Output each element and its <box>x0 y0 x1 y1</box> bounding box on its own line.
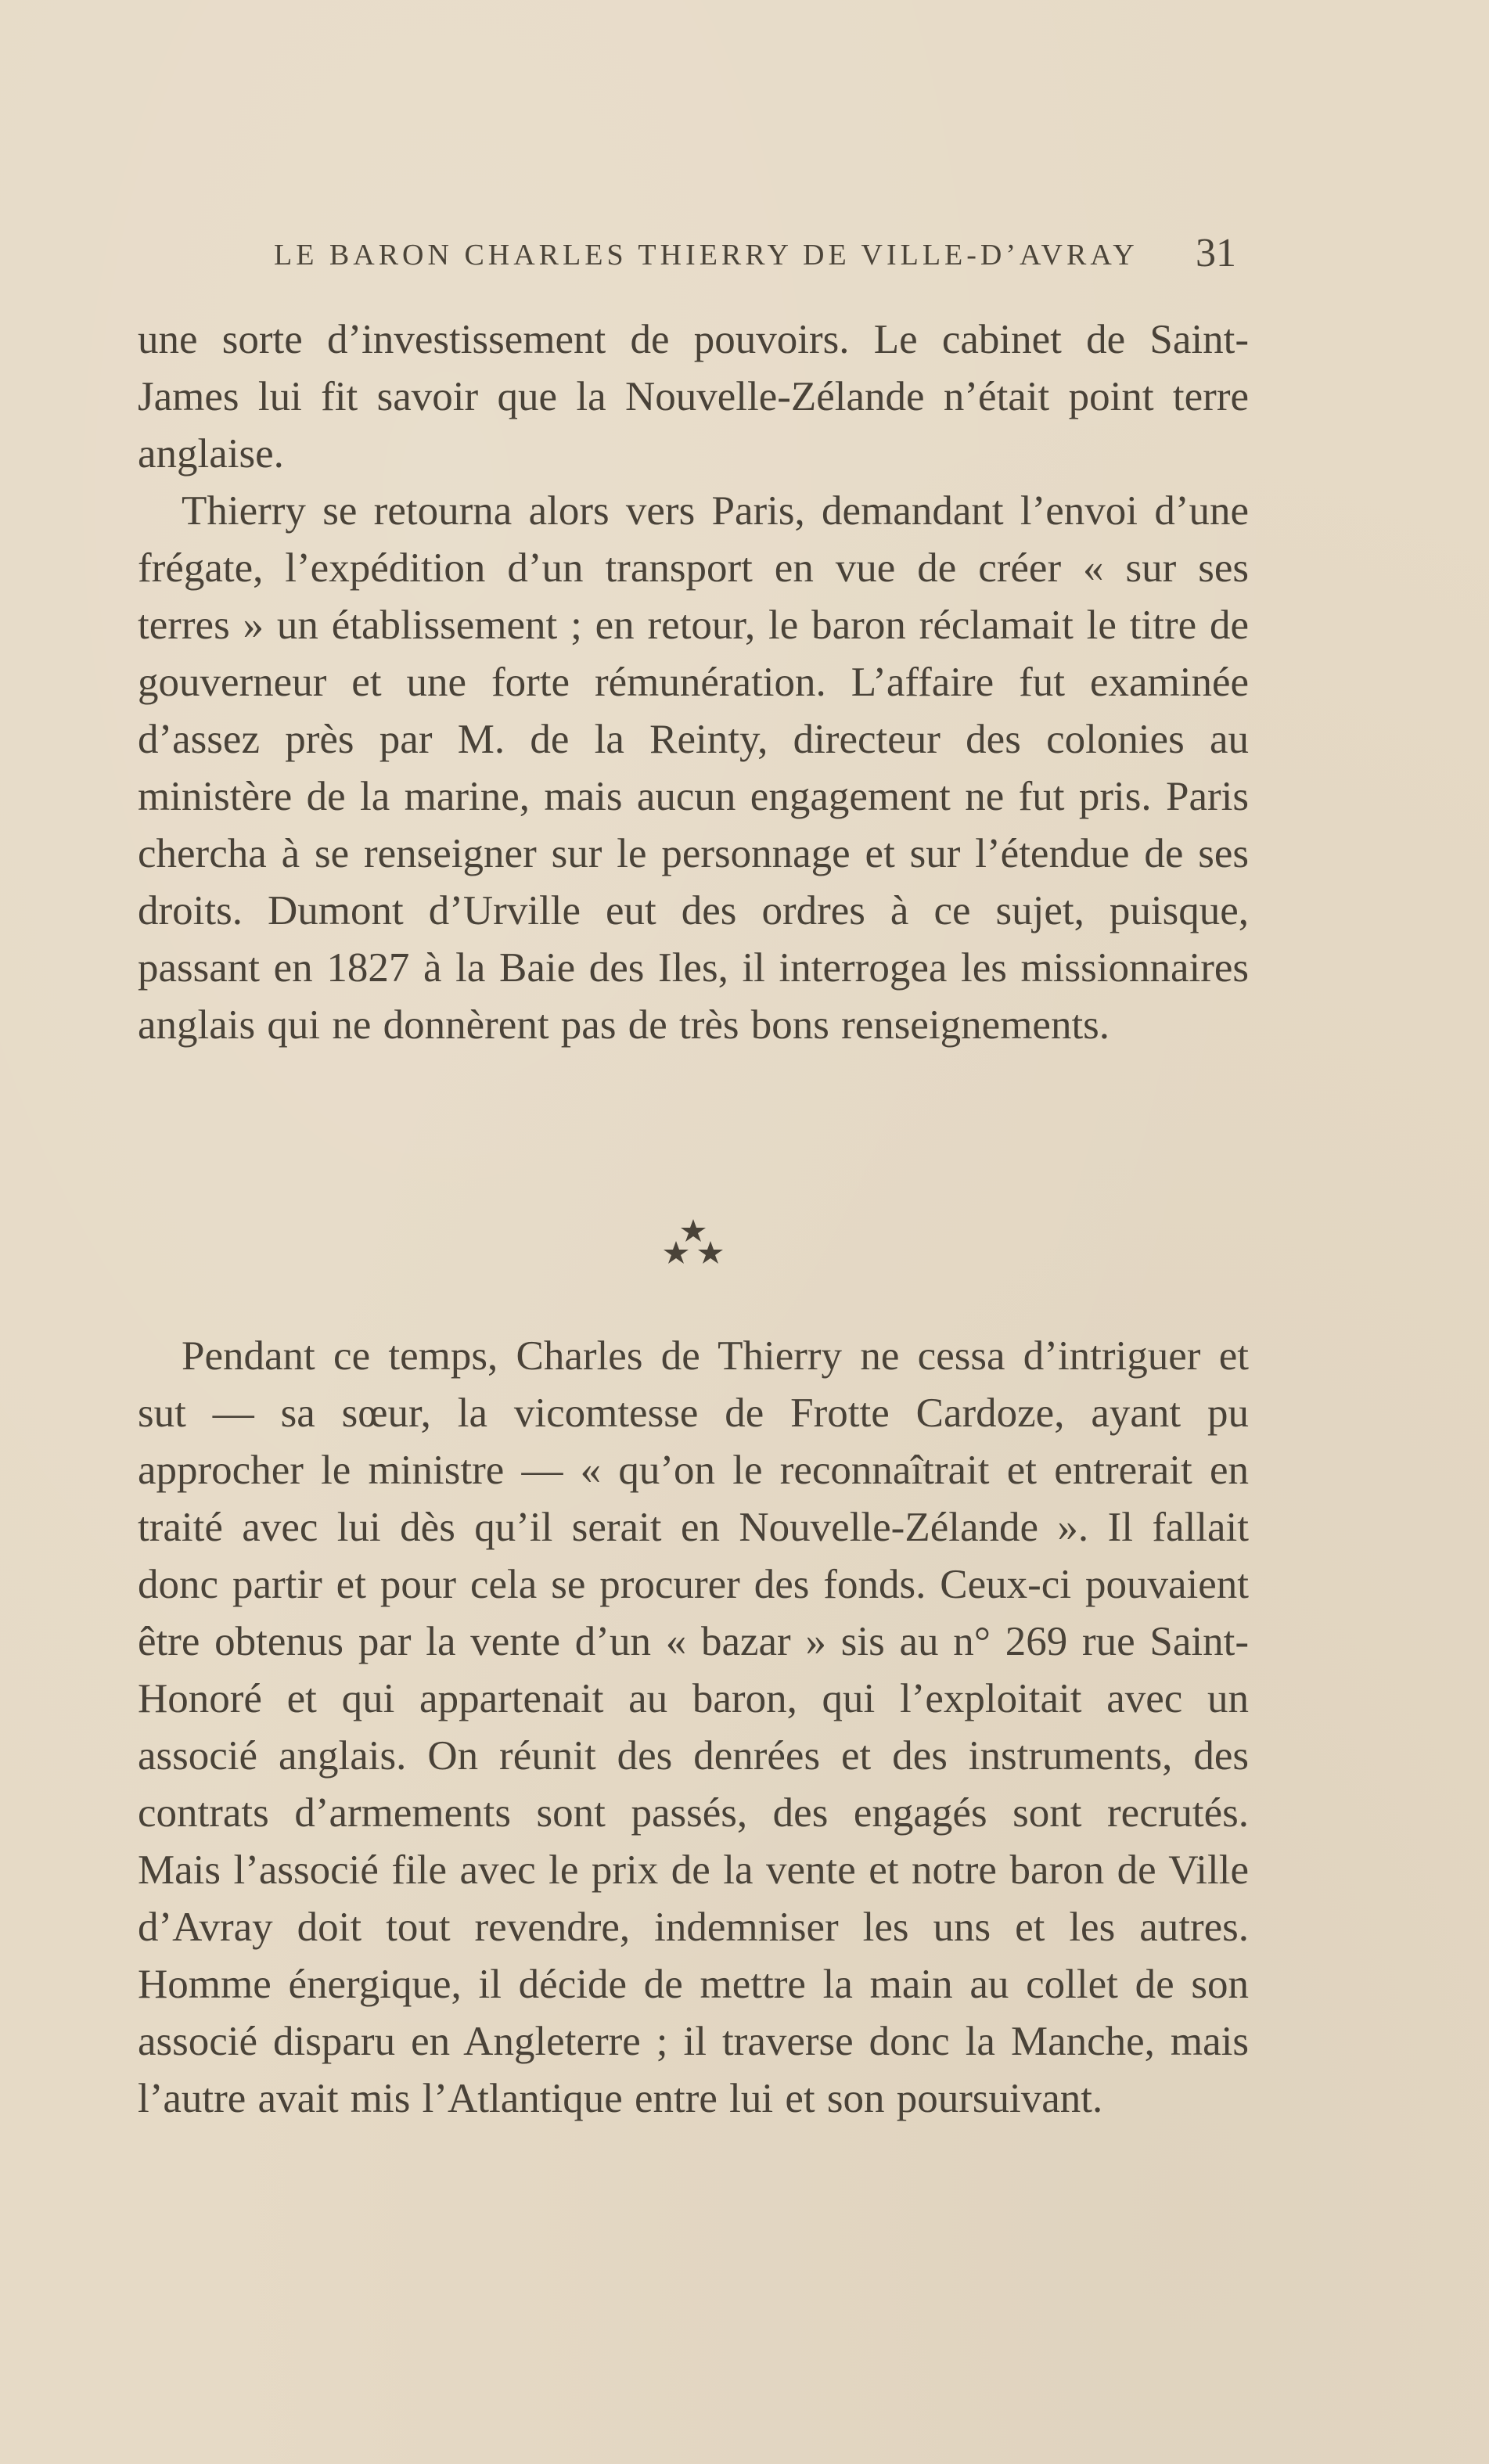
asterism-icon <box>654 1211 732 1274</box>
paragraph-thierry-paris: Thierry se retourna alors vers Paris, demandant l’envoi d’une frégate, l’expédition d’un transport en vue de créer « sur ses terres » un établissement ; en retour, le baron réclamait le titre de gouverneur et une forte rémunération. L’affaire fut examinée d’assez près par M. de la Reinty, directeur des colonies au ministère de la marine, mais aucun engagement ne fut pris. Paris chercha à se renseigner sur le personnage et sur l’étendue de ses droits. Dumont d’Urville eut des ordres à ce sujet, puisque, passant en 1827 à la Baie des Iles, il interrogea les missionnaires anglais qui ne donnèrent pas de très bons renseignements. <box>138 488 1249 1048</box>
asterism-icon-svg <box>654 1211 732 1274</box>
running-head: LE BARON CHARLES THIERRY DE VILLE-D’AVRAY <box>274 239 1138 272</box>
paragraph-continuation: une sorte d’investissement de pouvoirs. Le cabinet de Saint-James lui fit savoir que la Nouvelle-Zélande n’était point terre anglaise. <box>138 317 1249 477</box>
paragraph-thierry-intrigue: Pendant ce temps, Charles de Thierry ne cessa d’intriguer et sut — sa sœur, la vicomtesse de Frotte Cardoze, ayant pu approcher le ministre — « qu’on le reconnaîtrait et entrerait en traité avec lui dès qu’il serait en Nouvelle-Zélande ». Il fallait donc partir et pour cela se procurer des fonds. Ceux-ci pouvaient être obtenus par la vente d’un « bazar » sis au n° 269 rue Saint-Honoré et qui appartenait au baron, qui l’exploitait avec un associé anglais. On réunit des denrées et des instruments, des contrats d’armements sont passés, des engagés sont recrutés. Mais l’associé file avec le prix de la vente et notre baron de Ville d’Avray doit tout revendre, indemniser les uns et les autres. Homme énergique, il décide de mettre la main au collet de son associé disparu en Angleterre ; il traverse donc la Manche, mais l’autre avait mis l’Atlantique entre lui et son poursuivant. <box>138 1333 1249 2121</box>
page-number: 31 <box>1196 231 1236 275</box>
